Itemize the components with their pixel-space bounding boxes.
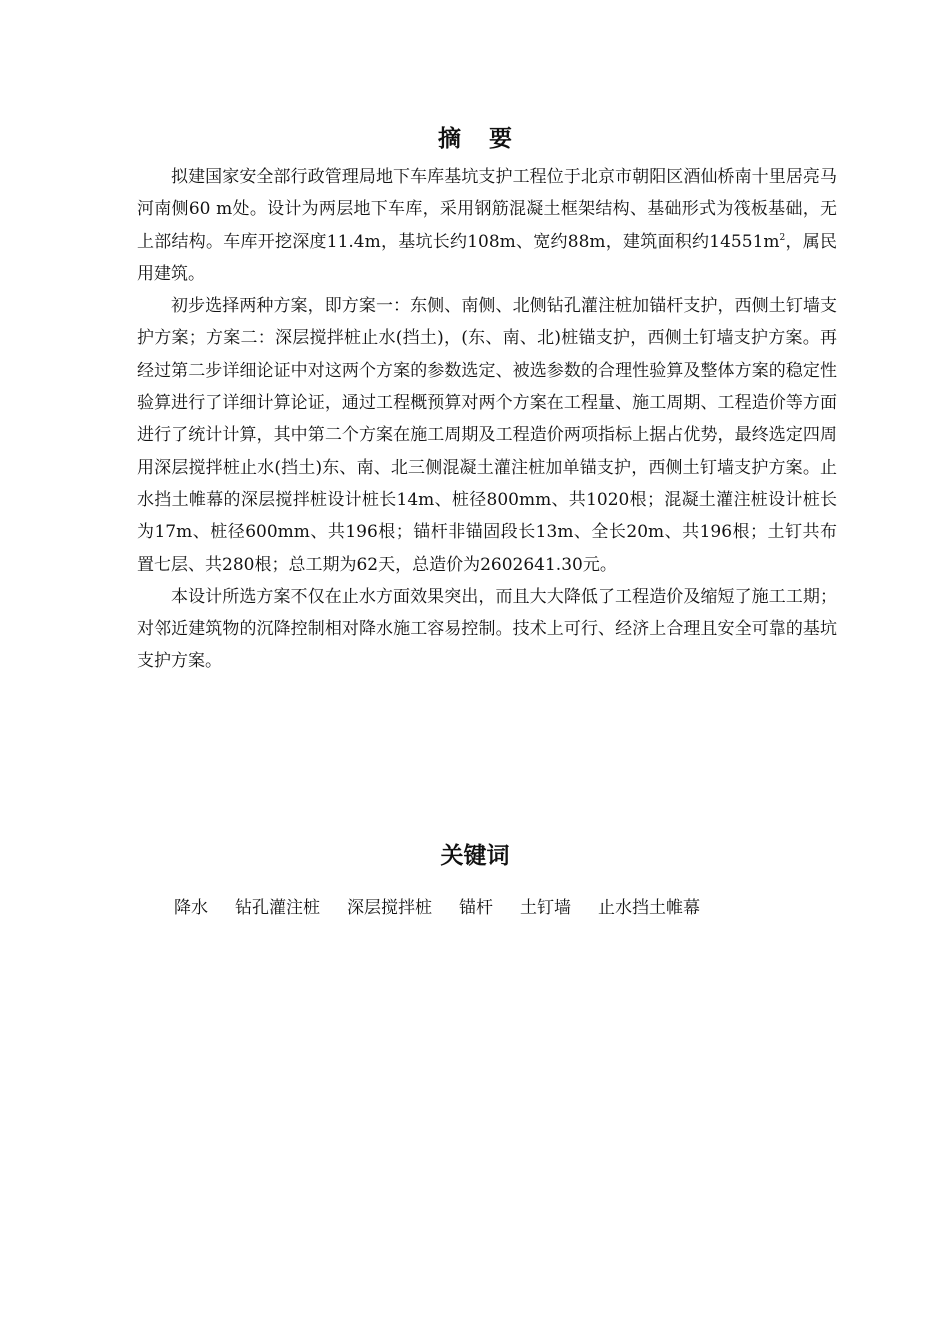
keywords-title: 关键词	[440, 843, 510, 869]
abstract-paragraph-3: 本设计所选方案不仅在止水方面效果突出，而且大大降低了工程造价及缩短了施工工期；对邻近建筑物的沉降控制相对降水施工容易控制。技术上可行、经济上合理且安全可靠的基坑支护方案。	[137, 586, 837, 672]
paragraph-1-text: 拟建国家安全部行政管理局地下车库基坑支护工程位于北京市朝阳区酒仙桥南十里居亮马河南侧60 m处。设计为两层地下车库，采用钢筋混凝土框架结构、基础形式为筏板基础，无上部结构。车库开挖深度11.4m，基坑长约108m、宽约88m，建筑面积约14551m	[137, 167, 837, 252]
keyword-1: 降水	[174, 898, 208, 918]
keyword-4: 锚杆	[459, 898, 493, 918]
keywords-list	[174, 894, 700, 922]
area-unit-superscript: 2	[779, 232, 786, 243]
keyword-2: 钻孔灌注桩	[235, 898, 320, 918]
keyword-5: 土钉墙	[520, 898, 571, 918]
paragraph-1-ending: ，属民用建筑。	[137, 231, 838, 284]
abstract-body	[137, 161, 837, 678]
abstract-title: 摘要	[438, 126, 540, 152]
abstract-paragraph-1	[137, 161, 837, 290]
keyword-3: 深层搅拌桩	[347, 898, 432, 918]
keyword-6: 止水挡土帷幕	[598, 898, 700, 918]
abstract-paragraph-2: 初步选择两种方案，即方案一：东侧、南侧、北侧钻孔灌注桩加锚杆支护，西侧土钉墙支护方案；方案二：深层搅拌桩止水(挡土)，(东、南、北)桩锚支护，西侧土钉墙支护方案。再经过第二步详细论证中对这两个方案的参数选定、被选参数的合理性验算及整体方案的稳定性验算进行了详细计算论证，通过工程概预算对两个方案在工程量、施工周期、工程造价等方面进行了统计计算，其中第二个方案在施工周期及工程造价两项指标上据占优势，最终选定四周用深层搅拌桩止水(挡土)东、南、北三侧混凝土灌注桩加单锚支护，西侧土钉墙支护方案。止水挡土帷幕的深层搅拌桩设计桩长14m、桩径800mm、共1020根；混凝土灌注桩设计桩长为17m、桩径600mm、共196根；锚杆非锚固段长13m、全长20m、共196根；土钉共布置七层、共280根；总工期为62天，总造价为2602641.30元。	[137, 296, 837, 575]
